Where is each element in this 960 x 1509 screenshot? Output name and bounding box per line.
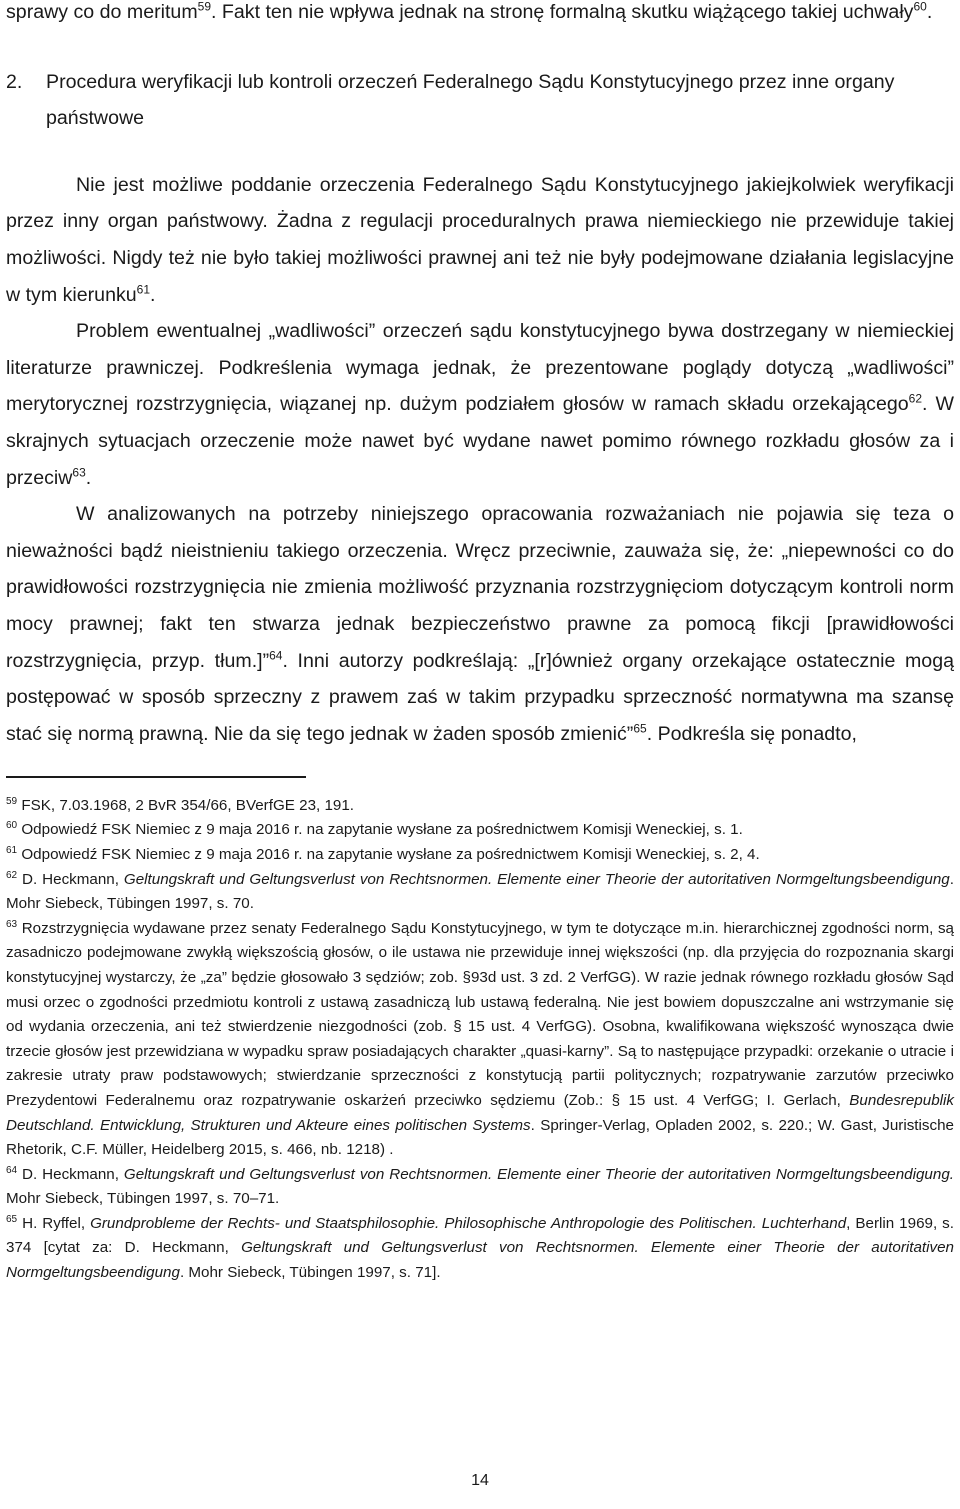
section-heading: [6, 64, 954, 137]
footnote-number: 63: [6, 918, 18, 930]
footnote-text: . Springer-Verlag, Opladen 2002, s. 220.; W. Gast, Juristische Rhetorik, C.F. Müller, Heidelberg 2015, s. 466, nb. 1218) .: [6, 1116, 954, 1159]
footnote-text: FSK, 7.03.1968, 2 BvR 354/66, BVerfGE 23, 191.: [21, 796, 355, 814]
footnote-number: 62: [6, 869, 18, 881]
footnote-text: Mohr Siebeck, Tübingen 1997, s. 70–71.: [6, 1190, 280, 1208]
footnote-text: D. Heckmann,: [22, 870, 124, 888]
footnote: [6, 1212, 954, 1286]
footnote-title: Bundesrepublik Deutschland. Entwicklung, Strukturen und Akteure eines politischen Systems: [6, 1091, 954, 1134]
footnote-ref[interactable]: 60: [913, 0, 927, 14]
footnote-text: Rozstrzygnięcia wydawane przez senaty Federalnego Sądu Konstytucyjnego, w tym te dotyczące m.in. hierarchicznej zgodności norm, są zasadniczo podejmowane zwykłą większością głosów, o ile ustawa nie przewiduje innej większości (np. dla przyjęcia do rozpoznania skargi konstytucyjnej wystarczy, że „za” będzie głosowało 3 sędziów; zob. §93d ust. 3 zd. 2 VerfGG). W razie jednak równego rozkładu głosów Sąd musi orzec o zgodności przedmiotu kontroli z ustawą zasadniczą lub ustawą federalną. Nie jest bowiem dopuszczalne ani wstrzymanie się od wydania orzeczenia, ani też stwierdzenie niezgodności (zob. § 15 ust. 4 VerfGG). Osobna, kwalifikowana większość wynosząca dwie trzecie głosów jest przewidziana w wypadku spraw posiadających charakter „quasi-karny”. Są to następujące przypadki: orzekanie o utracie i zakresie utraty praw podstawowych; stwierdzanie sprzeczności z konstytucją partii politycznych; rozpatrywanie zarzutów przeciwko Prezydentowi Federalnemu oraz rozpatrywanie oskarżeń przeciwko sędziemu (Zob.: § 15 ust. 4 VerfGG; I. Gerlach,: [6, 919, 954, 1109]
footnote-ref[interactable]: 65: [633, 721, 647, 736]
paragraph: [6, 167, 954, 313]
paragraph-text: . Fakt ten nie wpływa jednak na stronę formalną skutku wiążącego takiej uchwały: [211, 1, 914, 23]
footnote-number: 60: [6, 820, 18, 832]
footnote: [6, 1163, 954, 1212]
paragraph-text: sprawy co do meritum: [6, 1, 198, 23]
footnote-ref[interactable]: 63: [72, 465, 86, 479]
paragraph-text: .: [150, 283, 156, 306]
paragraph-text: .: [85, 466, 92, 489]
paragraph-text: . Inni autorzy podkreślają: „[r]ównież organy orzekające ostatecznie mogą postępować w sposób sprzeczny z prawem zaś w takim przypadku sprzeczność normatywna ma szansę stać się normą prawną. Nie da się tego jednak w żaden sposób zmienić”: [6, 649, 954, 745]
footnote-text: H. Ryffel,: [22, 1214, 91, 1232]
page-number: 14: [471, 1472, 489, 1489]
paragraph-text: Nie jest możliwe poddanie orzeczenia Federalnego Sądu Konstytucyjnego jakiejkolwiek weryfikacji przez inny organ państwowy. Żadna z regulacji proceduralnych prawa niemieckiego nie przewiduje takiej możliwości. Nigdy też nie było takiej możliwości prawnej ani też nie były podejmowane działania legislacyjne w tym kierunku: [6, 173, 954, 306]
paragraph: [6, 313, 954, 496]
footnote-ref[interactable]: 64: [269, 647, 283, 662]
footnote-text: Odpowiedź FSK Niemiec z 9 maja 2016 r. na zapytanie wysłane za pośrednictwem Komisji Weneckiej, s. 1.: [21, 821, 743, 839]
footnote-number: 65: [6, 1213, 18, 1225]
footnote-title: Geltungskraft und Geltungsverlust von Rechtsnormen. Elemente einer Theorie der autoritativen Normgeltungsbeendigung: [6, 1239, 954, 1282]
footnote-number: 59: [6, 795, 18, 807]
footnote-text: , Berlin 1969, s. 374 [cytat za: D. Heckmann,: [6, 1214, 954, 1257]
footnote-title: Geltungskraft und Geltungsverlust von Rechtsnormen. Elemente einer Theorie der autoritativen Normgeltungsbeendigung.: [123, 1165, 954, 1183]
footnote: [6, 818, 954, 843]
continued-paragraph: [6, 0, 954, 31]
paragraph-text: . W skrajnych sytuacjach orzeczenie może nawet być wydane nawet pomimo równego rozkładu głosów za i przeciw: [6, 393, 954, 489]
footnote-text: Odpowiedź FSK Niemiec z 9 maja 2016 r. na zapytanie wysłane za pośrednictwem Komisji Weneckiej, s. 2, 4.: [21, 845, 760, 863]
paragraph: [6, 496, 954, 752]
footnote-text: . Mohr Siebeck, Tübingen 1997, s. 71].: [179, 1264, 441, 1282]
section-number: 2.: [6, 70, 23, 93]
footnote-title: Geltungskraft und Geltungsverlust von Rechtsnormen. Elemente einer Theorie der autoritativen Normgeltungsbeendigung: [123, 870, 950, 888]
footnote: [6, 843, 954, 868]
paragraph-text: .: [926, 1, 933, 23]
footnote-text: . Mohr Siebeck, Tübingen 1997, s. 70.: [6, 870, 954, 913]
footnote-ref[interactable]: 59: [197, 0, 212, 14]
paragraph-text: W analizowanych na potrzeby niniejszego opracowania rozważaniach nie pojawia się teza o nieważności bądź nieistnieniu takiego orzeczenia. Wręcz przeciwnie, zauważa się, że: „niepewności co do prawidłowości rozstrzygnięcia nie zmienia możliwość przyznania rozstrzygnięciom dotyczącym kontroli norm mocy prawnej; fakt ten stwarza jednak bezpieczeństwo prawne za pomocą fikcji [prawidłowości rozstrzygnięcia, przyp. tłum.]”: [6, 503, 954, 672]
footnote-text: D. Heckmann,: [22, 1165, 124, 1183]
footnote: [6, 794, 954, 819]
section-title: Procedura weryfikacji lub kontroli orzeczeń Federalnego Sądu Konstytucyjnego przez inne organy państwowe: [46, 70, 895, 130]
footnote-title: Grundprobleme der Rechts- und Staatsphilosophie. Philosophische Anthropologie des Politischen. Luchterhand: [90, 1214, 847, 1232]
footnote: [6, 917, 954, 1163]
footnote-number: 61: [6, 844, 18, 856]
paragraph-text: Problem ewentualnej „wadliwości” orzeczeń sądu konstytucyjnego bywa dostrzegany w niemieckiej literaturze prawniczej. Podkreślenia wymaga jednak, że prezentowane poglądy dotyczą „wadliwości” merytorycznej rozstrzygnięcia, wiązanej np. dużym podziałem głosów w ramach składu orzekającego: [6, 320, 954, 416]
footnote: [6, 868, 954, 917]
footnotes: [6, 794, 954, 1286]
paragraph-text: . Podkreśla się ponadto,: [646, 722, 857, 745]
document-page: [6, 0, 954, 1286]
footnote-number: 64: [6, 1164, 18, 1176]
footnote-ref[interactable]: 62: [908, 391, 922, 406]
footnote-separator: [6, 776, 306, 778]
footnote-ref[interactable]: 61: [136, 282, 151, 297]
